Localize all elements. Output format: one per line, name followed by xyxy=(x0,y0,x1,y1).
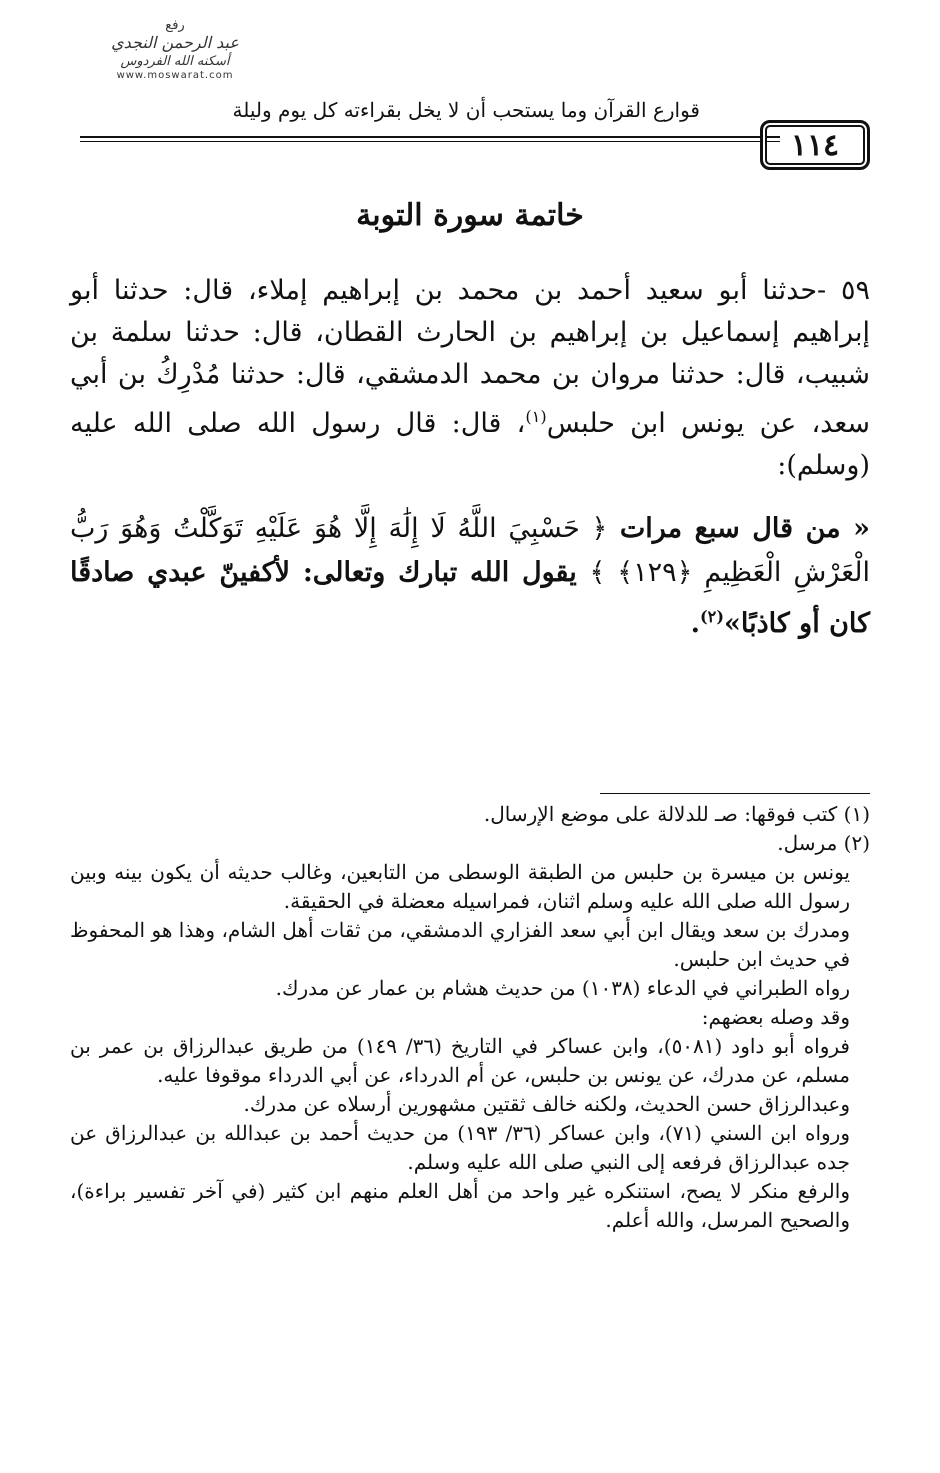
footnote-ref-1[interactable]: (١) xyxy=(525,407,547,426)
stamp-line-2: عبد الرحمن النجدي xyxy=(111,33,239,52)
footnote-body-line: وقد وصله بعضهم: xyxy=(701,1005,850,1029)
footnote-1: (١) كتب فوقها: صـ للدلالة على موضع الإرسال. xyxy=(483,802,870,826)
footnote-body-line: والرفع منكر لا يصح، استنكره غير واحد من أهل العلم منهم ابن كثير (في آخر تفسير براءة)، والصحيح المرسل، والله أعلم. xyxy=(70,1179,850,1232)
chapter-title: خاتمة سورة التوبة xyxy=(356,198,584,233)
stamp-website: www.moswarat.com xyxy=(116,70,234,81)
stamp-line-3: أسكنه الله الفردوس xyxy=(120,54,230,69)
footnote-body-line: يونس بن ميسرة بن حلبس من الطبقة الوسطى من التابعين، وغالب حديثه أن يكون بينه وبين رسول الله صلى الله عليه وسلم اثنان، فمراسيله معضلة في الحقيقة. xyxy=(70,860,850,913)
hadith-paragraph xyxy=(70,507,870,646)
footnote-ref-2[interactable]: (٢) xyxy=(699,607,725,626)
stamp-line-1: رفع xyxy=(165,18,185,33)
isnad-tail: ، قال: قال رسول الله صلى الله عليه (وسلم): xyxy=(70,408,870,481)
main-text xyxy=(70,270,870,646)
footnote-body-line: وعبدالرزاق حسن الحديث، ولكنه خالف ثقتين مشهورين أرسلاه عن مدرك. xyxy=(243,1092,850,1116)
footnotes xyxy=(70,800,870,1235)
uploader-stamp xyxy=(80,18,270,100)
header-rule-thin xyxy=(80,141,780,142)
footnote-2-body xyxy=(70,858,870,1235)
footnote-body-line: ومدرك بن سعد ويقال ابن أبي سعد الفزاري الدمشقي، من ثقات أهل الشام، وهذا هو المحفوظ في حديث ابن حلبس. xyxy=(70,918,850,971)
isnad-paragraph xyxy=(70,270,870,487)
hadith-close: يقول الله تبارك وتعالى: لأكفينّ عبدي صادقًا كان أو كاذبًا» xyxy=(70,557,870,639)
footnote-2: (٢) مرسل. xyxy=(777,831,870,855)
hadith-end: . xyxy=(690,608,700,639)
hadith-open: « من قال سبع مرات xyxy=(619,513,870,544)
isnad-text: ٥٩ -حدثنا أبو سعيد أحمد بن محمد بن إبراهيم إملاء، قال: حدثنا أبو إبراهيم إسماعيل بن إبراهيم بن الحارث القطان، قال: حدثنا سلمة بن شبيب، قال: حدثنا مروان بن محمد الدمشقي، قال: حدثنا مُدْرِكُ بن أبي سعد، عن يونس ابن حلبس xyxy=(70,275,870,439)
footnote-separator xyxy=(600,793,870,794)
footnote-body-line: رواه الطبراني في الدعاء (١٠٣٨) من حديث هشام بن عمار عن مدرك. xyxy=(275,976,850,1000)
footnote-body-line: فرواه أبو داود (٥٠٨١)، وابن عساكر في التاريخ (٣٦/ ١٤٩) من طريق عبدالرزاق بن عمر بن مسلم، عن مدرك، عن يونس بن حلبس، عن أم الدرداء، عن أبي الدرداء موقوفا عليه. xyxy=(70,1034,850,1087)
page-number: ١١٤ xyxy=(760,120,870,170)
header-rule xyxy=(80,136,780,138)
quran-verse: ﴿ حَسْبِيَ اللَّهُ لَا إِلَٰهَ إِلَّا هُوَ عَلَيْهِ تَوَكَّلْتُ وَهُوَ رَبُّ الْعَرْشِ الْعَظِيمِ ﴿١٢٩﴾ ﴾ xyxy=(70,513,870,588)
running-title: قوارع القرآن وما يستحب أن لا يخل بقراءته كل يوم وليلة xyxy=(232,98,700,122)
footnote-body-line: ورواه ابن السني (٧١)، وابن عساكر (٣٦/ ١٩٣) من حديث أحمد بن عبدالله بن عبدالرزاق عن جده عبدالرزاق فرفعه إلى النبي صلى الله عليه وسلم. xyxy=(70,1121,850,1174)
